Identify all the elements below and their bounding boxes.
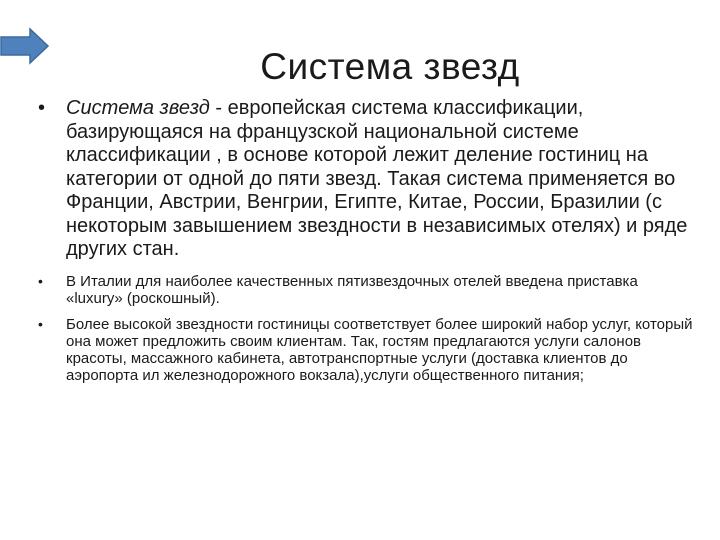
bullet-text: Более высокой звездности гостиницы соответствует более широкий набор услуг, который она может предложить своим клиентам. Так, гостям предлагаются услуги салонов красоты, массажного кабинета, автотранспортные услуги (доставка клиентов до аэропорта ил железнодорожного вокзала),услуги общественного питания; <box>66 315 693 384</box>
list-item <box>36 97 696 262</box>
slide-title: Система звезд <box>260 46 520 87</box>
bullet-text: - европейская система классификации, базирующаяся на французской национальной системе классификации , в основе которой лежит деление гостиниц на категории от одной до пяти звезд. Такая система применяется во Франции, Австрии, Венгрии, Египте, Китае, России, Бразилии (с некоторым завышением звездности в независимых отелях) и ряде других стан. <box>66 97 688 260</box>
bullet-marker: • <box>38 315 43 332</box>
term-highlight: Система звезд <box>66 97 210 119</box>
bullet-text: В Италии для наиболее качественных пятизвездочных отелей введена приставка «luxury» (роскошный). <box>66 272 638 307</box>
bullet-list <box>36 97 696 393</box>
list-item <box>36 316 696 384</box>
list-item <box>36 273 696 307</box>
bullet-marker: • <box>38 272 43 289</box>
bullet-marker: • <box>38 97 46 119</box>
